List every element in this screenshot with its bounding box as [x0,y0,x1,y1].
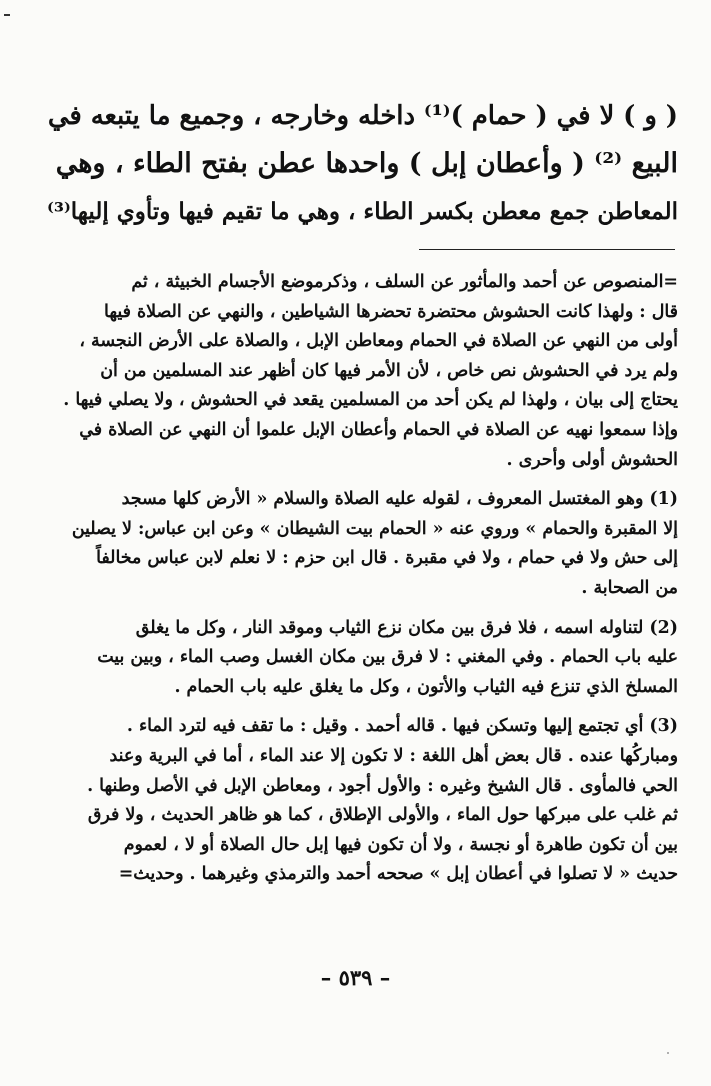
main-text-line: البيع ⁽²⁾ ( وأعطان إبل ) واحدها عطن بفتح الطاء ، وهي [55,148,678,179]
scan-speck [667,1052,669,1054]
page-number: – ٥٣٩ – [320,965,391,990]
footnote-line: يحتاج إلى بيان ، ولهذا لم يكن أحد من المسلمين يقعد في الحشوش ، ولا يصلي فيها . [63,390,678,411]
footnote-line: =المنصوص عن أحمد والمأثور عن السلف ، وذكرموضع الأجسام الخبيثة ، ثم [131,272,678,292]
footnote-line: (3) أي تجتمع إليها وتسكن فيها . قاله أحمد . وقيل : ما تقف فيه لترد الماء . [126,716,678,737]
footnote-line: ثم غلب على مبركها حول الماء ، والأولى الإطلاق ، كما هو ظاهر الحديث ، ولا فرق [87,805,678,826]
footnote-line: قال : ولهذا كانت الحشوش محتضرة تحضرها الشياطين ، والنهي عن الصلاة فيها [104,301,678,322]
main-text-line: المعاطن جمع معطن بكسر الطاء ، وهي ما تقيم فيها وتأوي إليها⁽³⁾ [47,198,678,225]
footnote-line: ومباركُها عنده . قال بعض أهل اللغة : لا تكون إلا عند الماء ، أما في البرية وعند [109,745,678,766]
main-text [44,92,678,236]
footnote-2 [34,614,678,703]
footnote-line: ولم يرد في الحشوش نص خاص ، لأن الأمر فيها كان أظهر عند المسلمين من أن [100,360,678,381]
footnote-line: حديث « لا تصلوا في أعطان إبل » صححه أحمد والترمذي وغيرهما . وحديث= [118,864,678,885]
footnote-line: عليه باب الحمام . وفي المغني : لا فرق بين مكان الغسل وصب الماء ، وبين بيت [97,647,678,668]
footnote-line: الحشوش أولى وأحرى . [506,449,678,470]
scan-edge-mark [4,14,10,16]
footnote-line: الحي فالمأوى . قال الشيخ وغيره : والأول أجود ، ومعاطن الإبل في الأصل وطنها . [87,775,678,796]
footnote-line: وإذا سمعوا نهيه عن الصلاة في الحمام وأعطان الإبل علموا أن النهي عن الصلاة في [79,419,678,440]
footnote-line: المسلخ الذي تنزع فيه الثياب والأتون ، وكل ما يغلق عليه باب الحمام . [174,676,678,697]
main-text-line: ( و ) لا في ( حمام )⁽¹⁾ داخله وخارجه ، وجميع ما يتبعه في [47,101,678,131]
footnote-line: (2) لتناوله اسمه ، فلا فرق بين مكان نزع الثياب وموقد النار ، وكل ما يغلق [135,617,678,638]
footnote-separator [419,249,675,250]
footnote-line: (1) وهو المغتسل المعروف ، لقوله عليه الصلاة والسلام « الأرض كلها مسجد [121,489,678,510]
footnote-line: من الصحابة . [581,577,678,598]
footnotes [34,268,678,900]
footnote-line: أولى من النهي عن الصلاة في الحمام ومعاطن الإبل ، والصلاة على الأرض النجسة ، [79,331,678,352]
footnote-continuation [34,268,678,475]
footnote-line: بين أن تكون طاهرة أو نجسة ، ولا أن تكون فيها إبل حال الصلاة أو لا ، لعموم [123,834,678,855]
footnote-3 [34,712,678,890]
footnote-line: إلى حش ولا في حمام ، ولا في مقبرة . قال ابن حزم : لا نعلم لابن عباس مخالفاً [96,548,678,569]
footnote-line: إلا المقبرة والحمام » وروي عنه « الحمام بيت الشيطان » وعن ابن عباس: لا يصلين [71,518,678,539]
footnote-1 [34,485,678,603]
